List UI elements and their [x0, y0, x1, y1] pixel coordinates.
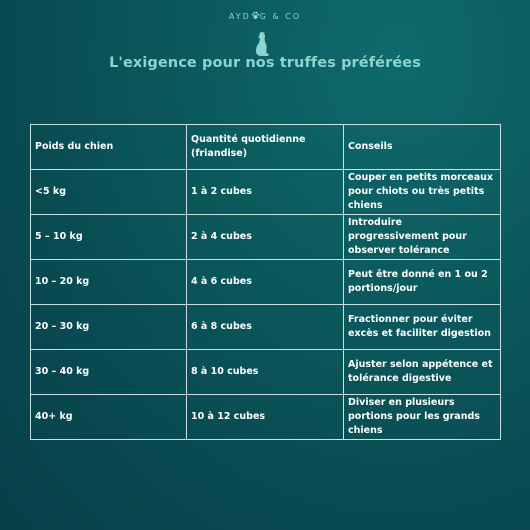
cell-advice: Fractionner pour éviter excès et faciliter digestion	[344, 305, 501, 350]
cell-weight: 30 – 40 kg	[31, 350, 187, 395]
cell-quantity: 10 à 12 cubes	[187, 395, 344, 440]
cell-advice: Couper en petits morceaux pour chiots ou très petits chiens	[344, 170, 501, 215]
table-row	[31, 350, 501, 395]
cell-advice: Introduire progressivement pour observer tolérance	[344, 215, 501, 260]
brand-text-left: AYD	[228, 12, 251, 21]
cell-weight: 20 – 30 kg	[31, 305, 187, 350]
table-row	[31, 170, 501, 215]
cell-quantity: 2 à 4 cubes	[187, 215, 344, 260]
cell-advice: Ajuster selon appétence et tolérance digestive	[344, 350, 501, 395]
header-advice: Conseils	[344, 125, 501, 170]
header-quantity: Quantité quotidienne (friandise)	[187, 125, 344, 170]
header-weight: Poids du chien	[31, 125, 187, 170]
page-title: L'exigence pour nos truffes préférées	[109, 55, 421, 71]
table-row	[31, 305, 501, 350]
brand-text-right: G & CO	[259, 12, 302, 21]
table-header-row	[31, 125, 501, 170]
cell-weight: <5 kg	[31, 170, 187, 215]
cell-weight: 5 – 10 kg	[31, 215, 187, 260]
cell-quantity: 1 à 2 cubes	[187, 170, 344, 215]
cell-quantity: 6 à 8 cubes	[187, 305, 344, 350]
cell-quantity: 4 à 6 cubes	[187, 260, 344, 305]
cell-advice: Diviser en plusieurs portions pour les grands chiens	[344, 395, 501, 440]
cell-weight: 10 – 20 kg	[31, 260, 187, 305]
table-row	[31, 395, 501, 440]
dosage-table	[30, 124, 501, 440]
cell-weight: 40+ kg	[31, 395, 187, 440]
table-row	[31, 215, 501, 260]
brand-logo	[0, 11, 530, 21]
cell-quantity: 8 à 10 cubes	[187, 350, 344, 395]
table-row	[31, 260, 501, 305]
paw-icon	[251, 11, 260, 20]
cell-advice: Peut être donné en 1 ou 2 portions/jour	[344, 260, 501, 305]
dog-silhouette-icon	[251, 31, 273, 57]
